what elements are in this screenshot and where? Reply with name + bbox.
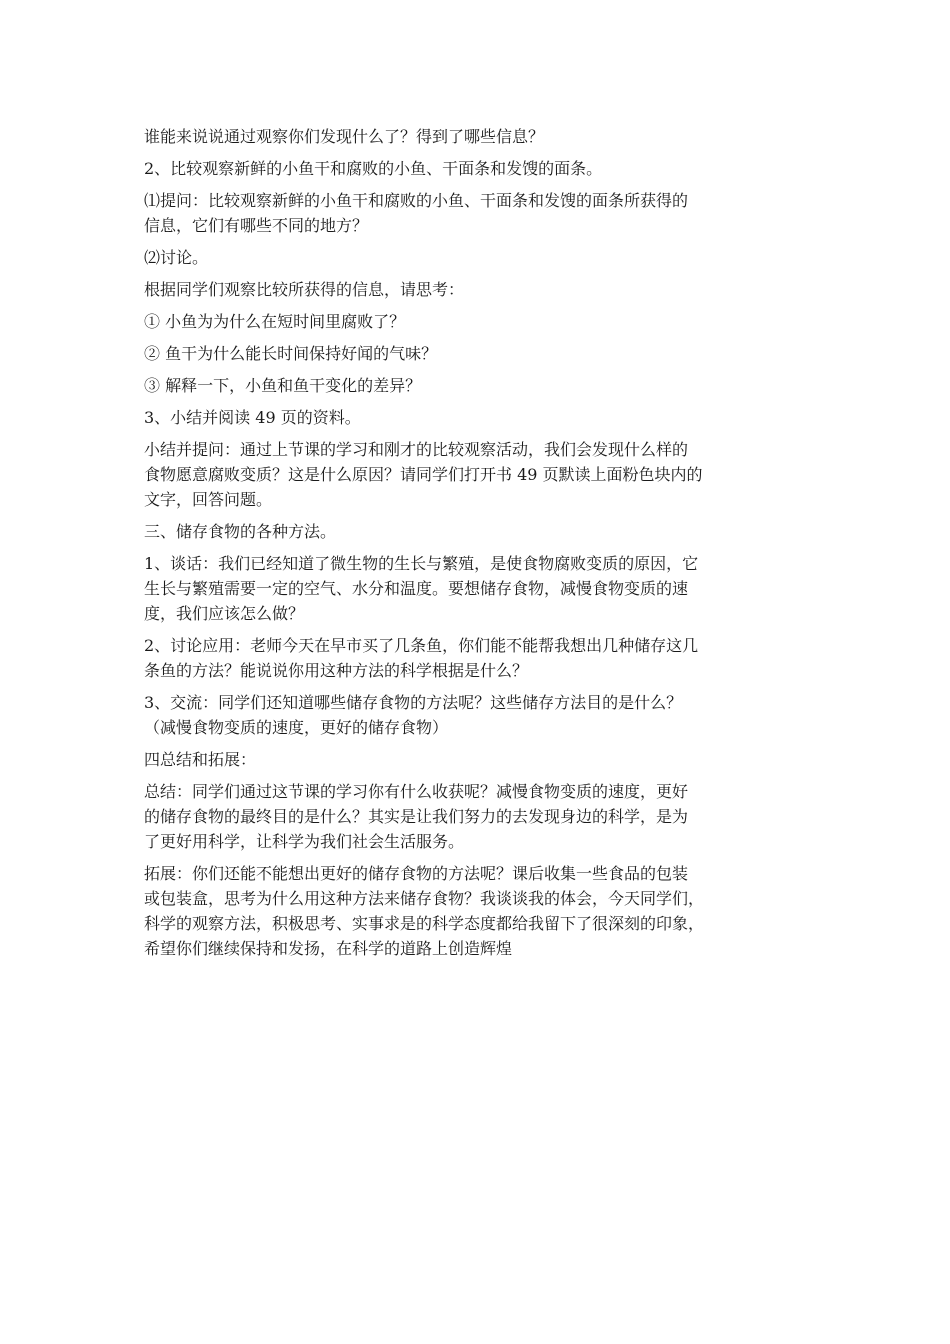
text-line: 食物愿意腐败变质？这是什么原因？请同学们打开书 49 页默读上面粉色块内的: [144, 465, 703, 484]
paragraph-think-item-1: [144, 309, 806, 334]
text-line: 3、交流：同学们还知道哪些储存食物的方法呢？这些储存方法目的是什么？: [144, 693, 683, 712]
text-line: 或包装盒，思考为什么用这种方法来储存食物？我谈谈我的体会，今天同学们，: [144, 889, 705, 908]
text-line: 2、比较观察新鲜的小鱼干和腐败的小鱼、干面条和发馊的面条。: [144, 159, 603, 178]
paragraph-step-3-heading: [144, 405, 806, 430]
document-page: [144, 124, 806, 968]
text-line: ③ 解释一下，小鱼和鱼干变化的差异？: [144, 376, 422, 395]
text-line: 文字，回答问题。: [144, 490, 273, 509]
text-line: 了更好用科学，让科学为我们社会生活服务。: [144, 832, 465, 851]
paragraph-talk: [144, 551, 806, 626]
text-line: 生长与繁殖需要一定的空气、水分和温度。要想储存食物，减慢食物变质的速: [144, 579, 689, 598]
text-line: 1、谈话：我们已经知道了微生物的生长与繁殖，是使食物腐败变质的原因，它: [144, 554, 699, 573]
paragraph-question-1: [144, 188, 806, 238]
text-line: 的储存食物的最终目的是什么？其实是让我们努力的去发现身边的科学，是为: [144, 807, 689, 826]
text-line: 小结并提问：通过上节课的学习和刚才的比较观察活动，我们会发现什么样的: [144, 440, 689, 459]
text-line: 根据同学们观察比较所获得的信息，请思考：: [144, 280, 465, 299]
text-line: 希望你们继续保持和发扬，在科学的道路上创造辉煌: [144, 939, 513, 958]
text-line: （减慢食物变质的速度，更好的储存食物）: [144, 718, 449, 737]
text-line: 总结：同学们通过这节课的学习你有什么收获呢？减慢食物变质的速度，更好: [144, 782, 689, 801]
text-line: 四总结和拓展：: [144, 750, 257, 769]
paragraph-discussion: [144, 245, 806, 270]
text-line: 拓展：你们还能不能想出更好的储存食物的方法呢？课后收集一些食品的包装: [144, 864, 689, 883]
paragraph-summary: [144, 779, 806, 854]
paragraph-think-item-2: [144, 341, 806, 366]
text-line: 科学的观察方法，积极思考、实事求是的科学态度都给我留下了很深刻的印象，: [144, 914, 705, 933]
paragraph-discussion-application: [144, 633, 806, 683]
paragraph-summary-question: [144, 437, 806, 512]
paragraph-intro-question: [144, 124, 806, 149]
text-line: ② 鱼干为什么能长时间保持好闻的气味？: [144, 344, 438, 363]
text-line: 三、储存食物的各种方法。: [144, 522, 337, 541]
text-line: ⑴提问：比较观察新鲜的小鱼干和腐败的小鱼、干面条和发馊的面条所获得的: [144, 191, 689, 210]
text-line: ⑵讨论。: [144, 248, 209, 267]
text-line: 度，我们应该怎么做？: [144, 604, 305, 623]
paragraph-step-2-heading: [144, 156, 806, 181]
text-line: 谁能来说说通过观察你们发现什么了？得到了哪些信息？: [144, 127, 545, 146]
paragraph-exchange: [144, 690, 806, 740]
paragraph-think-prompt: [144, 277, 806, 302]
text-line: 3、小结并阅读 49 页的资料。: [144, 408, 361, 427]
text-line: ① 小鱼为为什么在短时间里腐败了？: [144, 312, 406, 331]
text-line: 条鱼的方法？能说说你用这种方法的科学根据是什么？: [144, 661, 529, 680]
paragraph-section-4-heading: [144, 747, 806, 772]
text-line: 信息，它们有哪些不同的地方？: [144, 216, 369, 235]
paragraph-section-3-heading: [144, 519, 806, 544]
text-line: 2、讨论应用：老师今天在早市买了几条鱼，你们能不能帮我想出几种储存这几: [144, 636, 699, 655]
paragraph-think-item-3: [144, 373, 806, 398]
paragraph-extension: [144, 861, 806, 961]
